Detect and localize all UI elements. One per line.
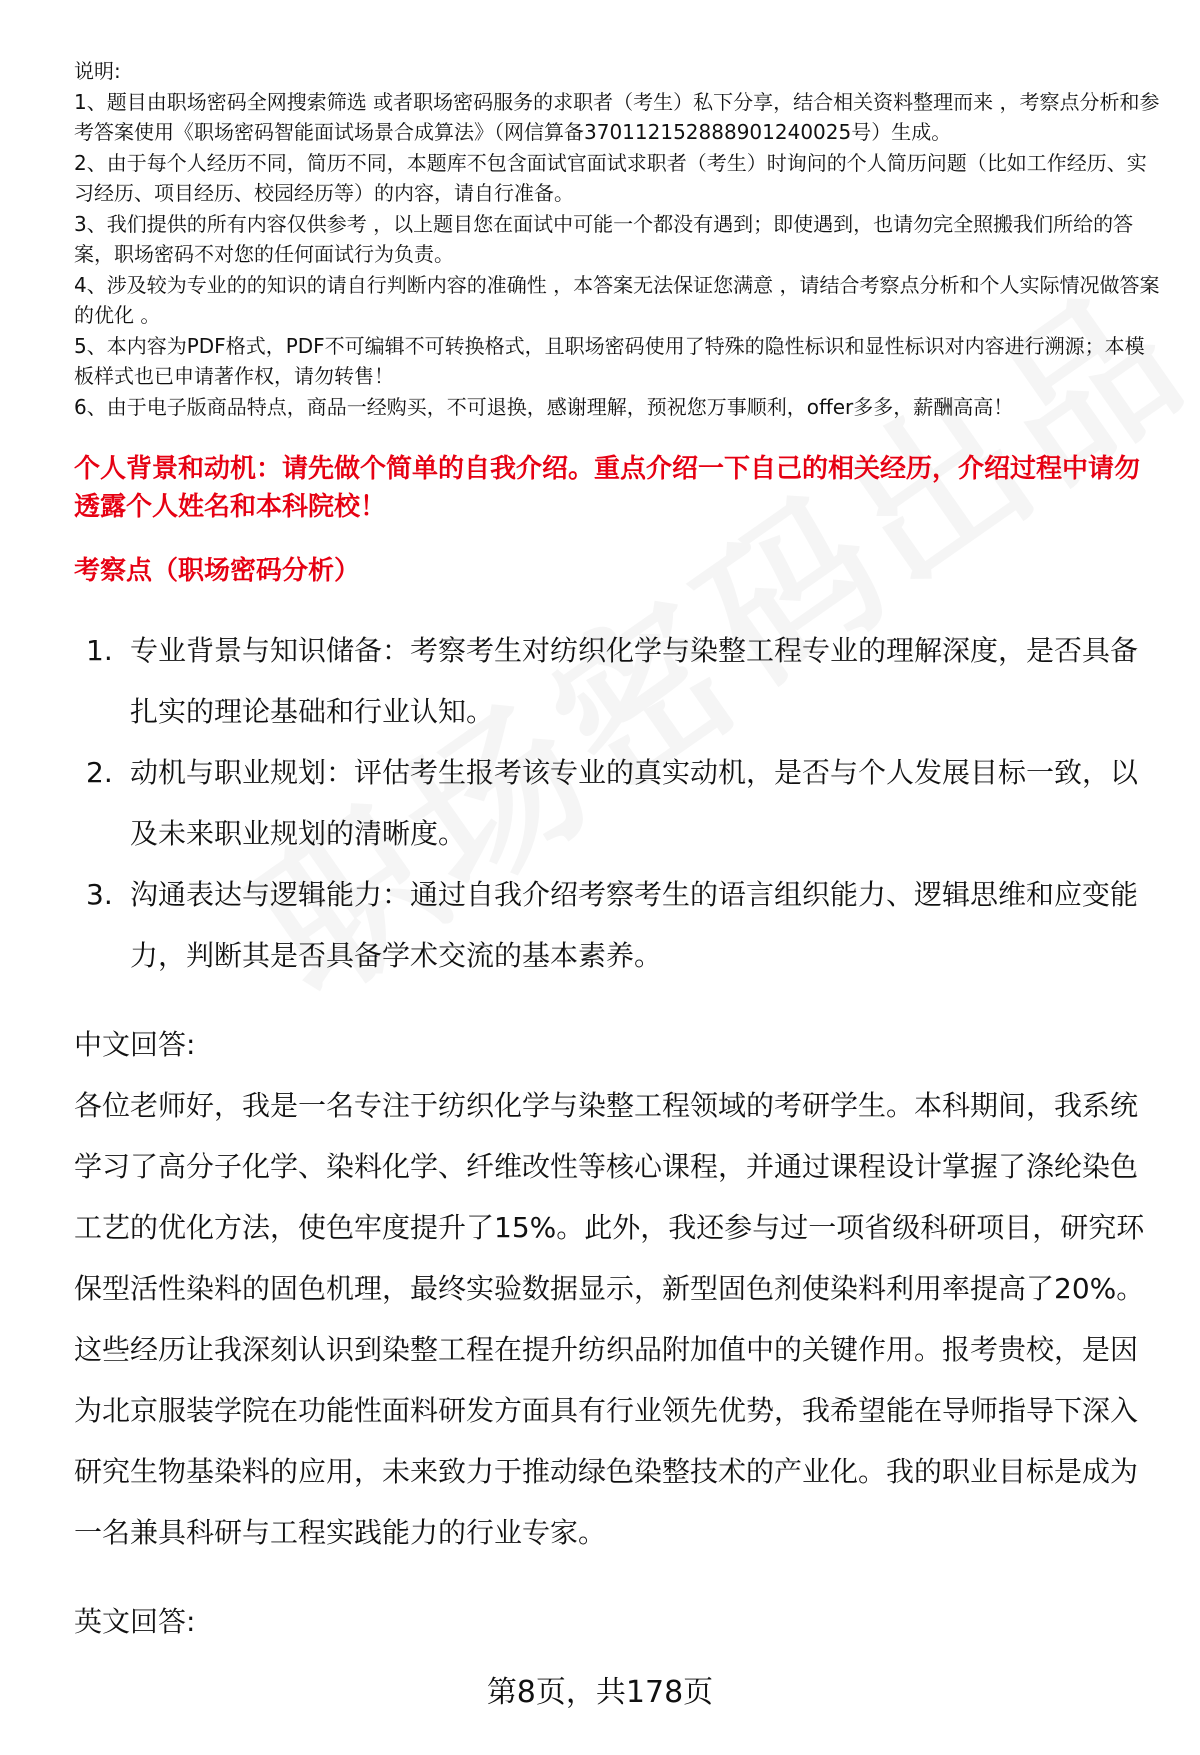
notes-block — [74, 56, 1160, 422]
page-footer: 第8页，共178页 — [486, 1675, 714, 1710]
note-item: 2、由于每个人经历不同，简历不同，本题库不包含面试官面试求职者（考生）时询问的个人简历问题（比如工作经历、实习经历、项目经历、校园经历等）的内容，请自行准备。 — [74, 150, 1147, 205]
point-text: 专业背景与知识储备：考察考生对纺织化学与染整工程专业的理解深度，是否具备扎实的理论基础和行业认知。 — [130, 634, 1139, 728]
chinese-answer-label: 中文回答: — [74, 1028, 196, 1061]
note-item: 5、本内容为PDF格式，PDF不可编辑不可转换格式，且职场密码使用了特殊的隐性标识和显性标识对内容进行溯源；本模板样式也已申请著作权，请勿转售！ — [74, 333, 1145, 388]
chinese-answer-text: 各位老师好，我是一名专注于纺织化学与染整工程领域的考研学生。本科期间，我系统学习了高分子化学、染料化学、纤维改性等核心课程，并通过课程设计掌握了涤纶染色工艺的优化方法，使色牢度提升了15%。此外，我还参与过一项省级科研项目，研究环保型活性染料的固色机理，最终实验数据显示，新型固色剂使染料利用率提高了20%。这些经历让我深刻认识到染整工程在提升纺织品附加值中的关键作用。报考贵校，是因为北京服装学院在功能性面料研发方面具有行业领先优势，我希望能在导师指导下深入研究生物基染料的应用，未来致力于推动绿色染整技术的产业化。我的职业目标是成为一名兼具科研与工程实践能力的行业专家。 — [74, 1089, 1145, 1549]
english-answer-label: 英文回答: — [74, 1605, 196, 1638]
analysis-points-list — [74, 620, 1160, 986]
analysis-point — [74, 864, 1160, 986]
note-item: 1、题目由职场密码全网搜索筛选 或者职场密码服务的求职者（考生）私下分享，结合相关资料整理而来 ，考察点分析和参考答案使用《职场密码智能面试场景合成算法》（网信算备370112152888901240025号）生成。 — [74, 89, 1160, 144]
analysis-title: 考察点（职场密码分析） — [74, 556, 361, 586]
point-text: 沟通表达与逻辑能力：通过自我介绍考察考生的语言组织能力、逻辑思维和应变能力，判断其是否具备学术交流的基本素养。 — [130, 878, 1139, 972]
note-item: 3、我们提供的所有内容仅供参考 ，以上题目您在面试中可能一个都没有遇到；即使遇到，也请勿完全照搬我们所给的答案，职场密码不对您的任何面试行为负责。 — [74, 211, 1134, 266]
analysis-point — [74, 620, 1160, 742]
question-heading: 个人背景和动机：请先做个简单的自我介绍。重点介绍一下自己的相关经历，介绍过程中请勿透露个人姓名和本科院校！ — [74, 454, 1141, 522]
point-text: 动机与职业规划：评估考生报考该专业的真实动机，是否与个人发展目标一致，以及未来职业规划的清晰度。 — [130, 756, 1139, 850]
notes-label: 说明: — [74, 59, 121, 83]
note-item: 4、涉及较为专业的的知识的请自行判断内容的准确性 ，本答案无法保证您满意 ，请结合考察点分析和个人实际情况做答案的优化 。 — [74, 272, 1160, 327]
point-number: 1. — [86, 634, 113, 667]
page-content — [74, 56, 1160, 1652]
point-number: 3. — [86, 878, 113, 911]
point-number: 2. — [86, 756, 113, 789]
analysis-point — [74, 742, 1160, 864]
note-item: 6、由于电子版商品特点，商品一经购买，不可退换，感谢理解，预祝您万事顺利，offer多多，薪酬高高！ — [74, 394, 1014, 419]
